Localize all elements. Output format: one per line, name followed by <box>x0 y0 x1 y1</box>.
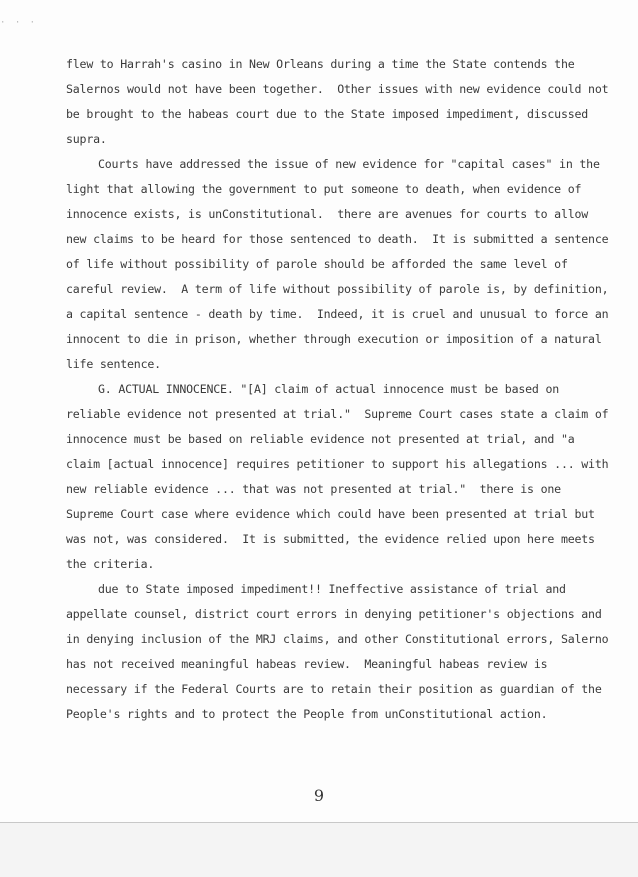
page-number: 9 <box>313 786 325 805</box>
text-line: the criteria. <box>66 557 155 571</box>
text-line: innocent to die in prison, whether through execution or imposition of a natural <box>66 332 602 346</box>
text-line: life sentence. <box>66 357 161 371</box>
text-line: claim [actual innocence] requires petitioner to support his allegations ... with <box>66 457 609 471</box>
text-line: careful review. A term of life without possibility of parole is, by definition, <box>66 282 609 296</box>
scan-artifact <box>0 18 60 38</box>
text-line: new claims to be heard for those sentenced to death. It is submitted a sentence <box>66 232 609 246</box>
text-line: necessary if the Federal Courts are to retain their position as guardian of the <box>66 682 602 696</box>
text-line: G. ACTUAL INNOCENCE. "[A] claim of actual innocence must be based on <box>98 382 560 396</box>
text-line: of life without possibility of parole should be afforded the same level of <box>66 257 568 271</box>
text-line: reliable evidence not presented at trial." Supreme Court cases state a claim of <box>66 407 609 421</box>
text-line: supra. <box>66 132 107 146</box>
text-line: Salernos would not have been together. Other issues with new evidence could not <box>66 82 609 96</box>
text-line: a capital sentence - death by time. Indeed, it is cruel and unusual to force an <box>66 307 609 321</box>
text-line: appellate counsel, district court errors in denying petitioner's objections and <box>66 607 602 621</box>
scan-bottom-margin <box>0 823 638 877</box>
text-line: Courts have addressed the issue of new evidence for "capital cases" in the <box>98 157 600 171</box>
text-line: innocence exists, is unConstitutional. there are avenues for courts to allow <box>66 207 589 221</box>
text-line: be brought to the habeas court due to the State imposed impediment, discussed <box>66 107 589 121</box>
text-line: new reliable evidence ... that was not presented at trial." there is one <box>66 482 561 496</box>
text-line: in denying inclusion of the MRJ claims, and other Constitutional errors, Salerno <box>66 632 609 646</box>
text-line: light that allowing the government to put someone to death, when evidence of <box>66 182 582 196</box>
text-line: due to State imposed impediment!! Ineffective assistance of trial and <box>98 582 566 596</box>
text-line: innocence must be based on reliable evidence not presented at trial, and "a <box>66 432 575 446</box>
text-line: Supreme Court case where evidence which could have been presented at trial but <box>66 507 595 521</box>
body-text <box>66 52 609 727</box>
text-line: was not, was considered. It is submitted, the evidence relied upon here meets <box>66 532 595 546</box>
text-line: has not received meaningful habeas review. Meaningful habeas review is <box>66 657 548 671</box>
text-line: flew to Harrah's casino in New Orleans during a time the State contends the <box>66 57 575 71</box>
text-line: People's rights and to protect the People from unConstitutional action. <box>66 707 548 721</box>
